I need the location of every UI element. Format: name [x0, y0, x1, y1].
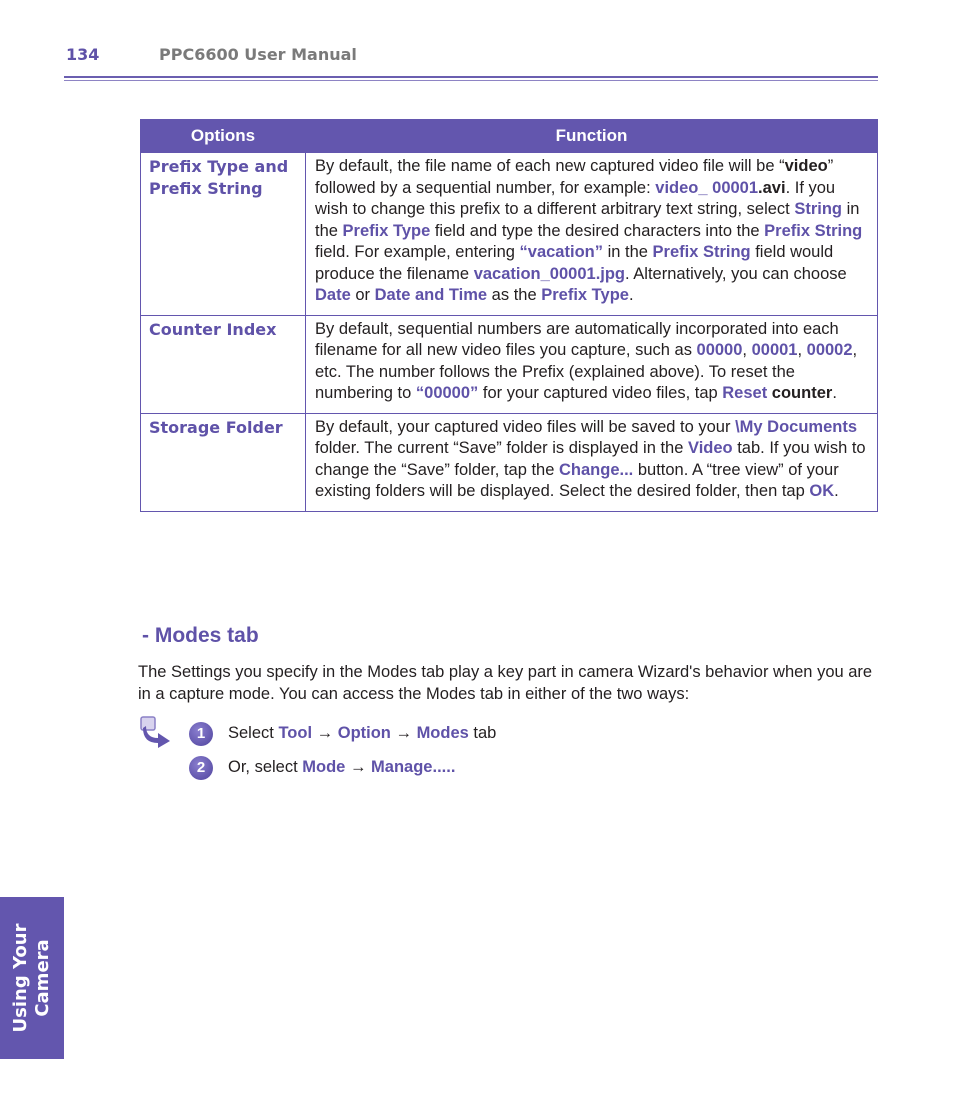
chapter-side-tab: [0, 897, 64, 1059]
keyword: 00001: [712, 178, 759, 197]
keyword: vacation_00001.jpg: [473, 264, 626, 283]
option-label-line: Prefix Type and: [149, 157, 289, 176]
text: .: [832, 384, 837, 402]
text: Select: [228, 724, 279, 742]
column-header-function: Function: [306, 120, 878, 153]
keyword: Prefix String: [764, 221, 863, 240]
bold-text: .avi: [758, 178, 786, 197]
column-header-options: Options: [141, 120, 306, 153]
page-number: 134: [66, 45, 100, 64]
bold-text: counter: [767, 384, 833, 402]
function-cell: [306, 315, 878, 413]
menu-keyword: Mode: [302, 758, 346, 776]
menu-keyword: Tool: [278, 724, 313, 742]
options-table: [140, 119, 878, 512]
text: .: [628, 286, 634, 304]
function-cell: [306, 413, 878, 511]
header-rule: [64, 76, 878, 78]
keyword: OK: [809, 482, 835, 500]
text: . If you wish to change this prefix to a different arbitrary text string, select: [315, 178, 836, 218]
chapter-label-line: Using Your: [10, 923, 31, 1033]
keyword: Reset: [722, 384, 768, 402]
keyword: Date: [315, 286, 351, 304]
option-cell: [141, 413, 306, 511]
text: or: [350, 286, 375, 304]
text: in the: [602, 243, 653, 261]
table-header-row: [141, 120, 878, 153]
text: . Alternatively, you can choose: [625, 264, 847, 283]
keyword: video_: [655, 178, 708, 197]
step-number-badge: 1: [189, 722, 213, 746]
option-label-line: Prefix String: [149, 179, 263, 198]
text: field. For example, entering: [315, 243, 520, 261]
keyword: Prefix String: [652, 243, 751, 261]
text: tab: [468, 724, 497, 742]
keyword: 00001: [751, 341, 798, 359]
text: By default, the file name of each new captured video file will be “: [315, 157, 785, 175]
text: as the: [487, 286, 542, 304]
text: tab. If you wish to change the “Save” folder, tap the: [315, 439, 866, 479]
keyword: Prefix Type: [541, 286, 629, 304]
step-number-badge: 2: [189, 756, 213, 780]
text: folder. The current “Save” folder is displayed in the: [315, 439, 688, 457]
keyword: Video: [687, 439, 733, 457]
section-paragraph: The Settings you specify in the Modes tab play a key part in camera Wizard's behavior when you are in a capture mode. You can access the Modes tab in either of the two ways:: [138, 663, 873, 703]
text: By default, your captured video files will be saved to your: [315, 417, 736, 436]
step-item: [189, 756, 456, 780]
pointer-arrow-icon: [140, 716, 176, 750]
table-row: [141, 153, 878, 316]
step-item: [189, 722, 497, 746]
text: ,: [797, 341, 807, 359]
text: field would produce the filename: [315, 243, 834, 283]
text: , etc. The number follows the Prefix (explained above). To reset the numbering to: [315, 341, 858, 402]
text: for your captured video files, tap: [478, 384, 723, 402]
keyword: 00000: [696, 341, 743, 359]
option-cell: [141, 315, 306, 413]
text: By default, sequential numbers are automatically incorporated into each filename for all new video files you capture, such as: [315, 319, 839, 359]
step-text: [228, 724, 496, 743]
menu-keyword: Manage.....: [371, 758, 456, 776]
table-row: [141, 413, 878, 511]
step-text: [228, 758, 455, 777]
keyword: 00002: [806, 341, 853, 359]
keyword: “vacation”: [519, 243, 603, 261]
text: in the: [315, 200, 860, 240]
keyword: Change...: [559, 460, 634, 479]
option-label-line: Counter Index: [149, 319, 277, 339]
keyword: video: [784, 157, 828, 175]
manual-title: PPC6600 User Manual: [159, 45, 357, 64]
menu-keyword: Option: [337, 724, 391, 742]
function-cell: [306, 153, 878, 316]
option-label-line: Storage Folder: [149, 417, 283, 437]
menu-keyword: Modes: [416, 724, 469, 742]
arrow: →: [390, 724, 417, 742]
text: ,: [742, 341, 752, 359]
keyword: Prefix Type: [342, 221, 431, 240]
text: .: [834, 482, 839, 500]
option-cell: [141, 153, 306, 316]
chapter-label: [10, 924, 54, 1033]
arrow: →: [345, 758, 372, 776]
keyword: Date and Time: [374, 286, 488, 304]
table-row: [141, 315, 878, 413]
chapter-label-line: Camera: [32, 939, 53, 1017]
header-rule-thin: [64, 80, 878, 81]
section-title: - Modes tab: [142, 624, 259, 647]
text: ” followed by a sequential number, for example:: [315, 157, 834, 197]
keyword: String: [794, 200, 843, 218]
text: field and type the desired characters into the: [430, 221, 765, 240]
text: Or, select: [228, 758, 303, 776]
keyword: \My Documents: [735, 417, 857, 436]
keyword: “00000”: [415, 384, 479, 402]
arrow: →: [312, 724, 338, 742]
text: button. A “tree view” of your existing folders will be displayed. Select the desired folder, then tap: [315, 460, 839, 500]
